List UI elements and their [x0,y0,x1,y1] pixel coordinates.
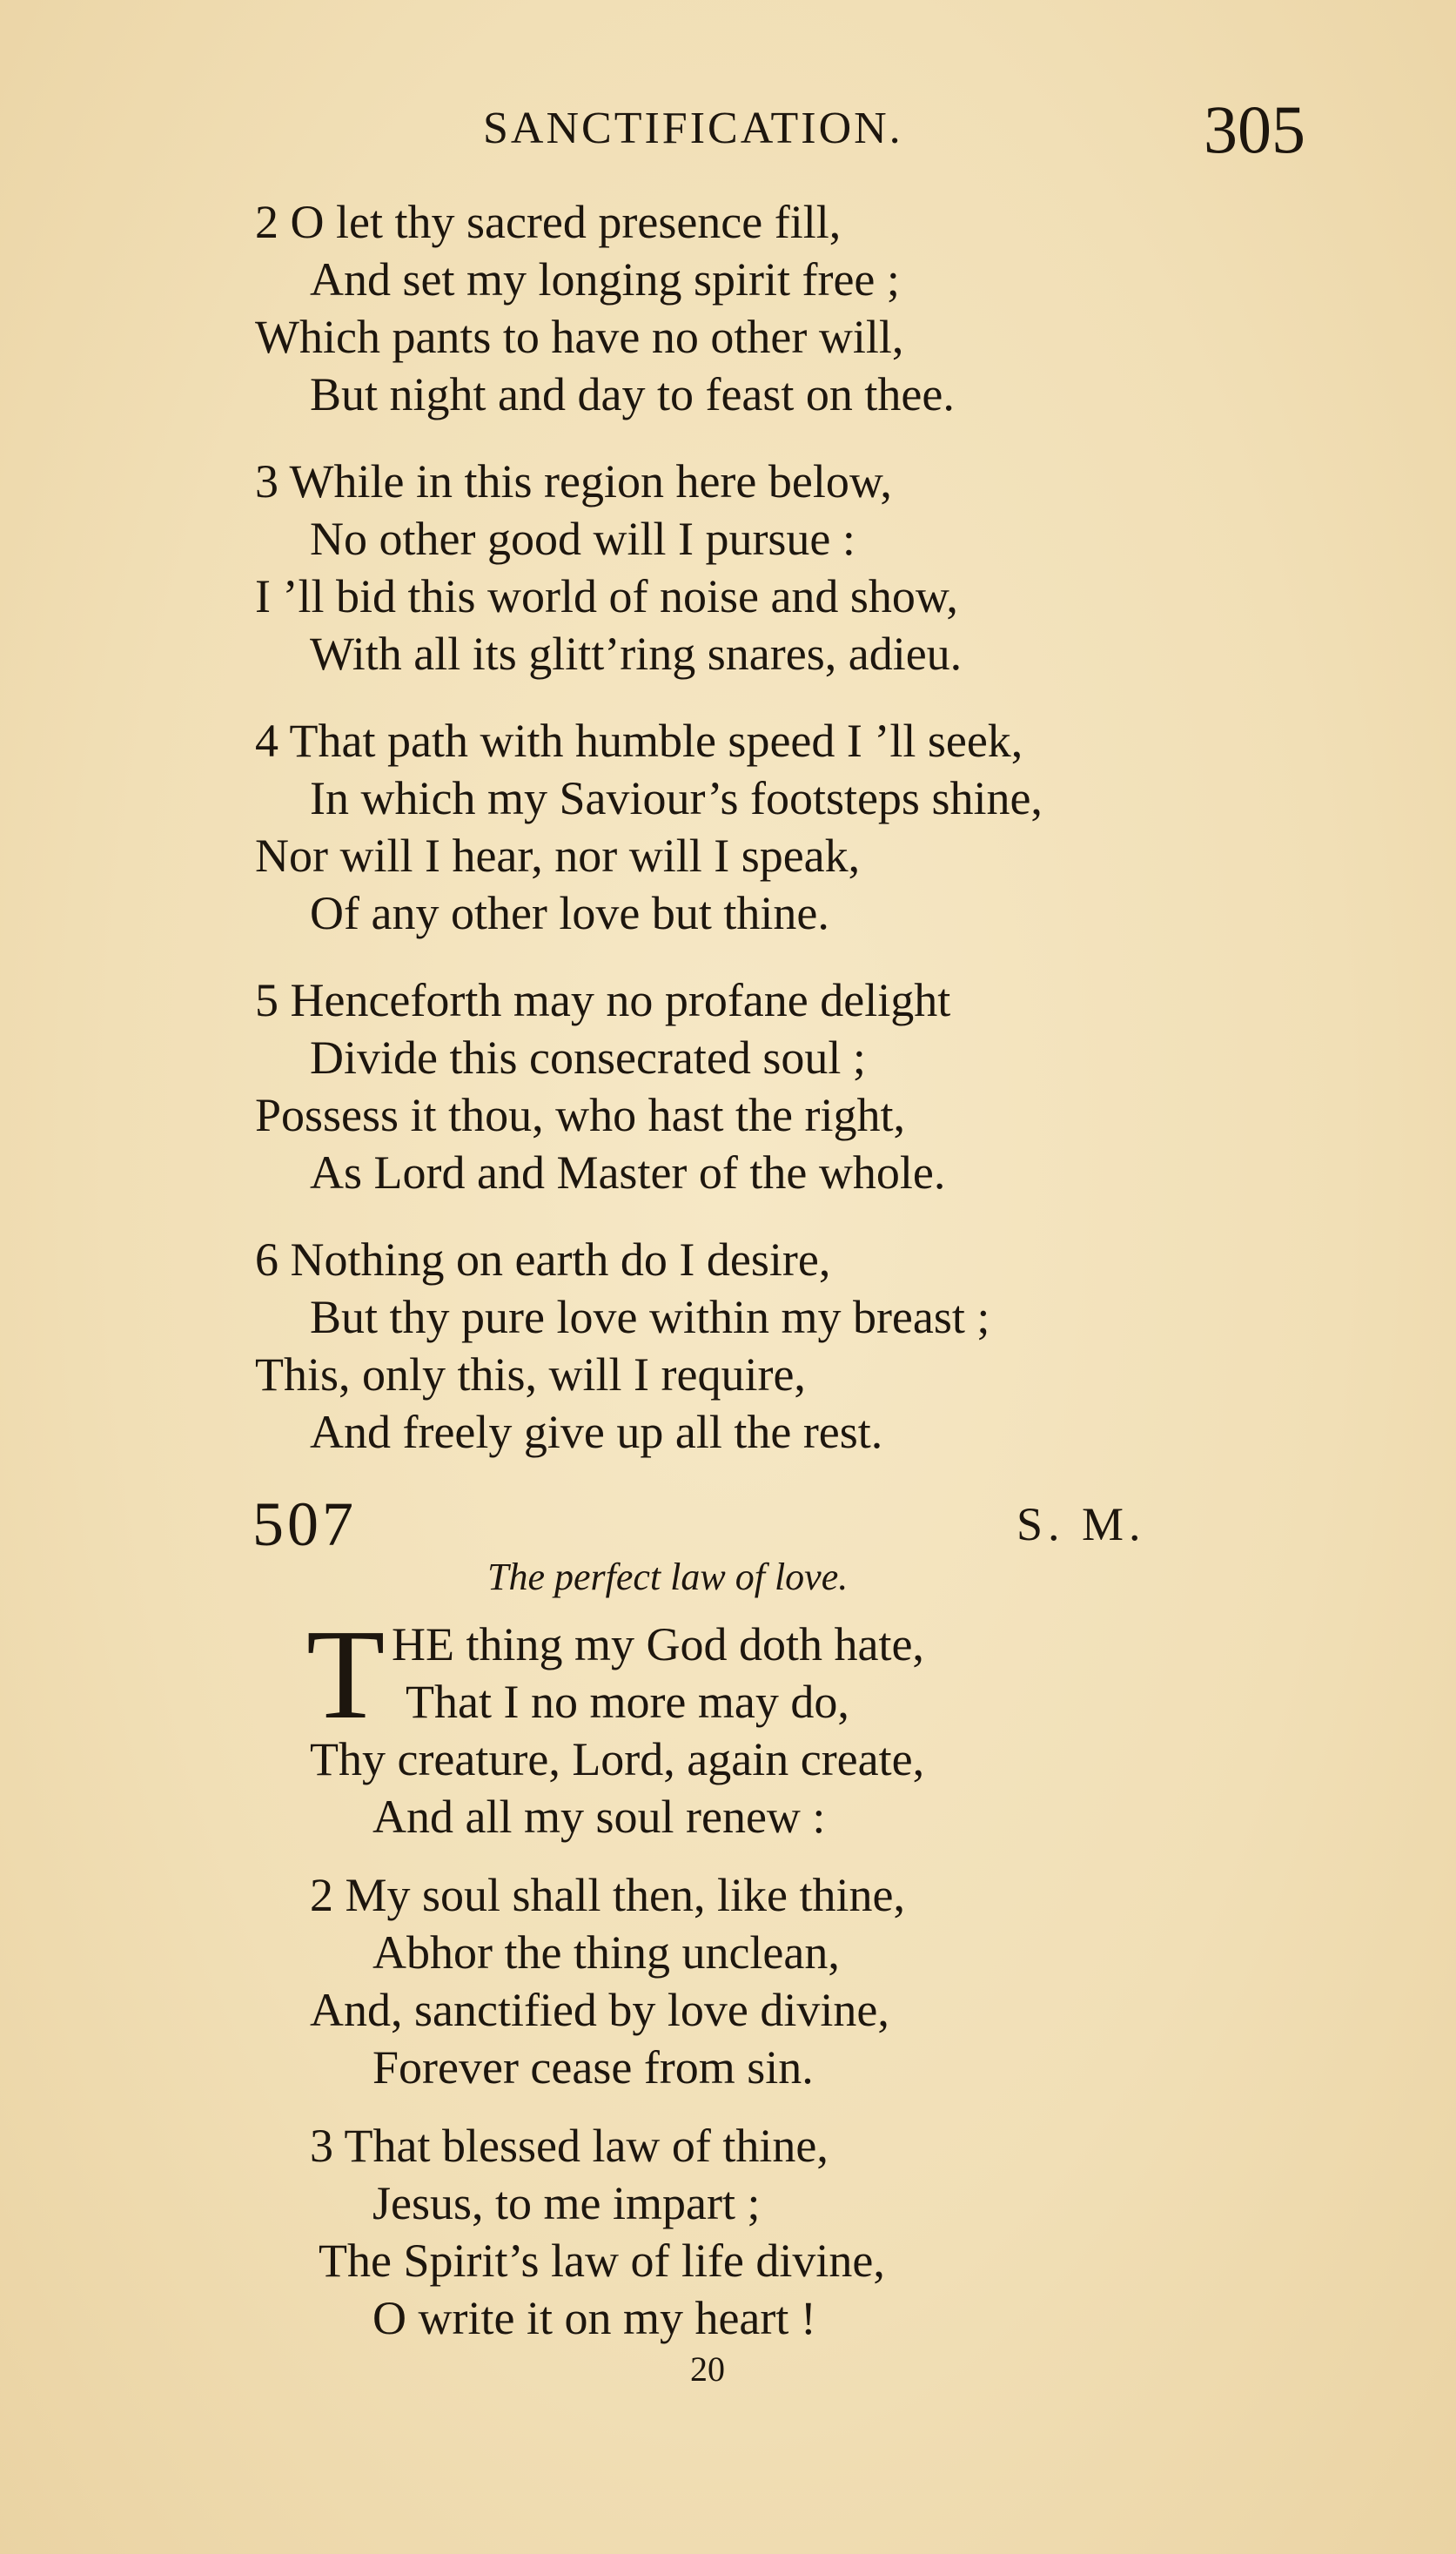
verse-line: And freely give up all the rest. [310,1406,883,1458]
verse-line: 3 That blessed law of thine, [310,2120,829,2172]
hymn-subtitle: The perfect law of love. [487,1556,849,1598]
verse-line: Abhor the thing unclean, [372,1926,840,1979]
hymn-number: 507 [252,1489,357,1559]
verse-line: And set my longing spirit free ; [310,253,900,306]
drop-cap: T [306,1603,386,1746]
verse-line: Thy creature, Lord, again create, [310,1733,925,1785]
verse-line: But night and day to feast on thee. [310,368,955,420]
hymn-meter: S. M. [1017,1498,1146,1550]
verse-line: Nor will I hear, nor will I speak, [255,830,861,882]
verse-line: This, only this, will I require, [255,1348,806,1401]
verse-line: 3 While in this region here below, [255,455,892,507]
verse-line: 6 Nothing on earth do I desire, [255,1233,831,1286]
verse-line: In which my Saviour’s footsteps shine, [310,772,1043,824]
verse-line: O write it on my heart ! [372,2292,816,2344]
verse-line: Divide this consecrated soul ; [310,1032,866,1084]
verse-line: Possess it thou, who hast the right, [255,1089,906,1141]
verse-line: 4 That path with humble speed I ’ll seek, [255,715,1023,767]
running-title: SANCTIFICATION. [483,104,903,153]
verse-line: 2 O let thy sacred presence fill, [255,196,842,248]
verse-line: 2 My soul shall then, like thine, [310,1869,905,1921]
verse-line: That I no more may do, [406,1676,849,1728]
verse-line: 5 Henceforth may no profane delight [255,974,951,1026]
verse-line: No other good will I pursue : [310,513,855,565]
verse-line: And all my soul renew : [372,1791,826,1843]
verse-line: But thy pure love within my breast ; [310,1291,990,1343]
verse-line: Which pants to have no other will, [255,311,904,363]
verse-line: Forever cease from sin. [372,2041,814,2094]
signature-mark: 20 [690,2349,725,2389]
verse-line: Of any other love but thine. [310,887,829,939]
verse-line: Jesus, to me impart ; [372,2177,761,2229]
verse-line: I ’ll bid this world of noise and show, [255,570,958,622]
verse-line: With all its glitt’ring snares, adieu. [310,628,963,680]
verse-line: And, sanctified by love divine, [310,1984,889,2036]
verse-line: The Spirit’s law of life divine, [319,2235,885,2287]
verse-line: As Lord and Master of the whole. [310,1146,946,1199]
verse-line: HE thing my God doth hate, [392,1618,924,1670]
page-number: 305 [1204,91,1305,167]
